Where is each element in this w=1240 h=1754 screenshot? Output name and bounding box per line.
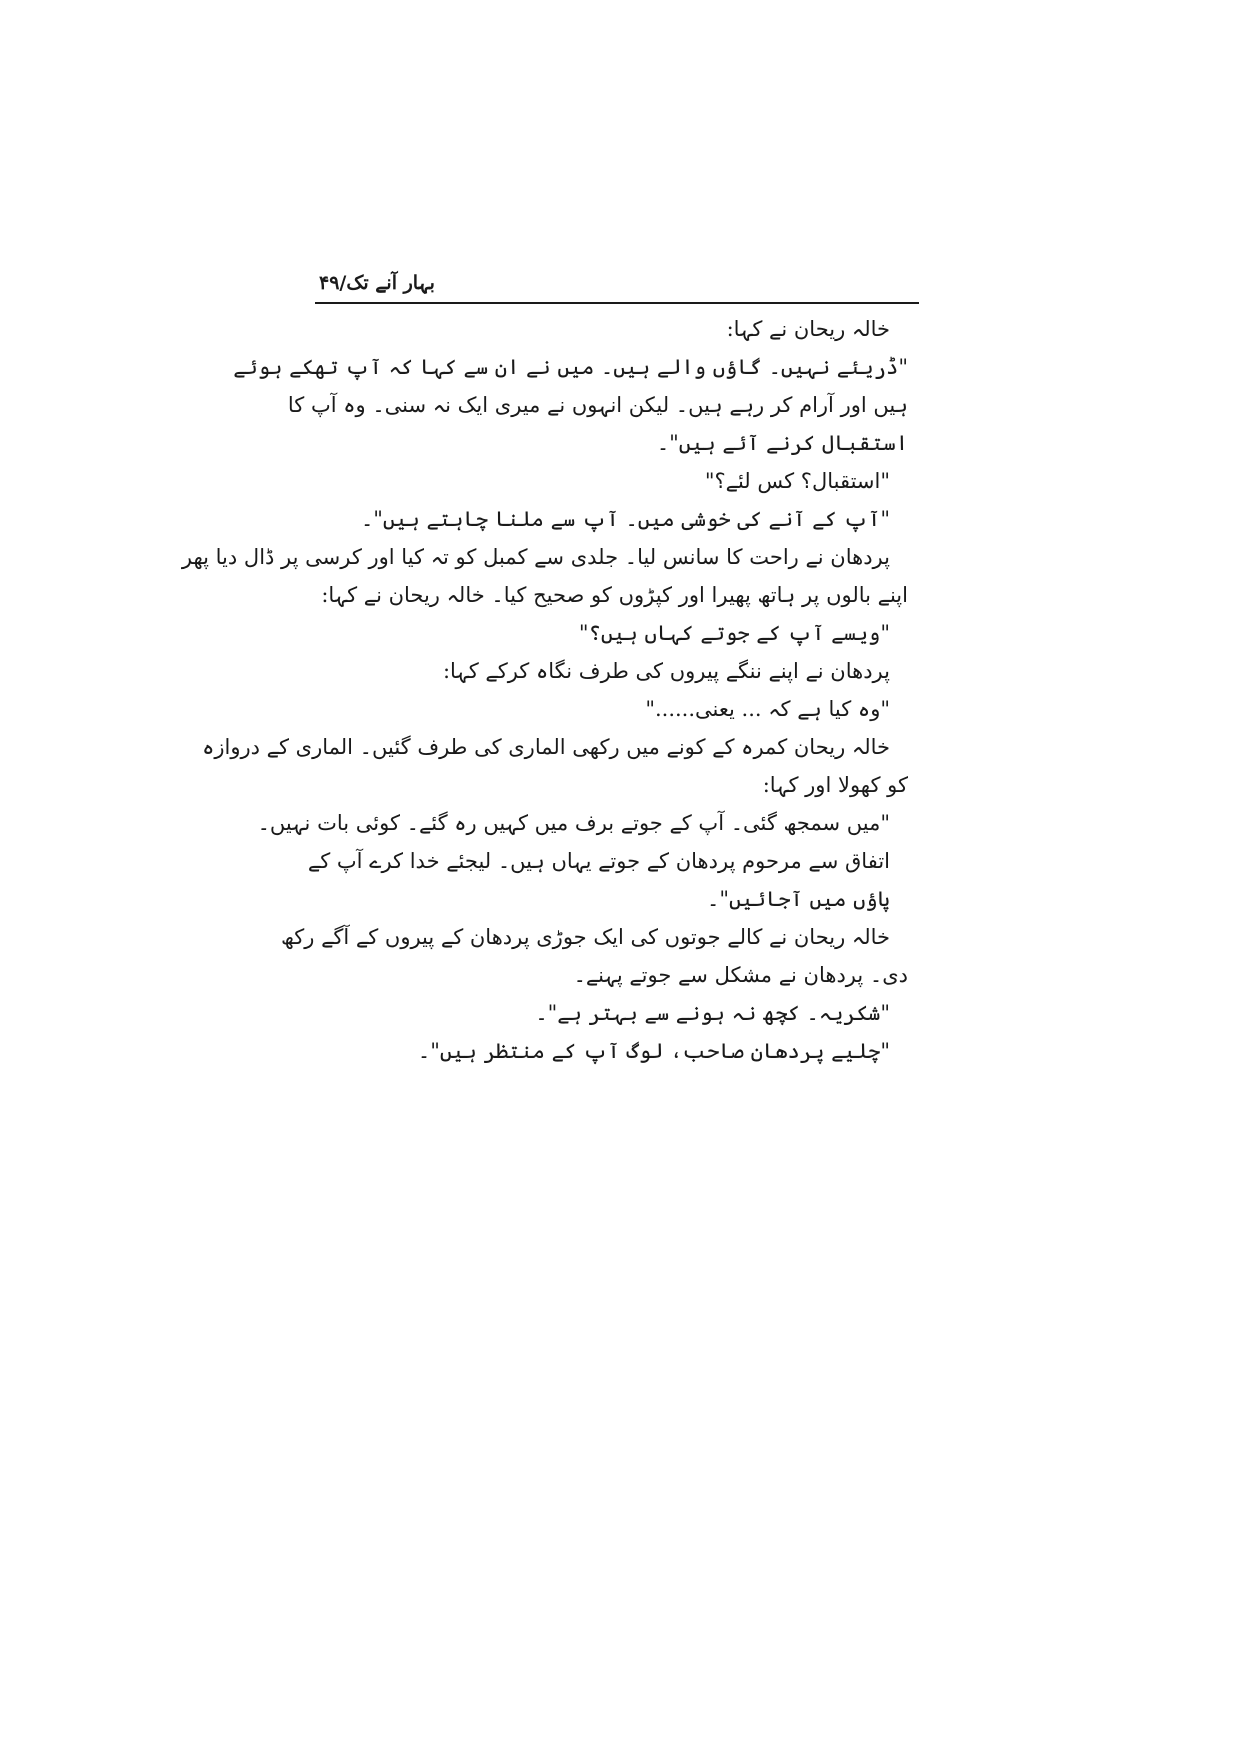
text-line: پردھان نے راحت کا سانس لیا۔ جلدی سے کمبل کو تہ کیا اور کرسی پر ڈال دیا پھر	[181, 545, 890, 569]
text-line: "آپ کے آنے کی خوشی میں۔ آپ سے ملنا چاہتے ہیں"۔	[360, 507, 890, 531]
text-line: ہیں اور آرام کر رہے ہیں۔ لیکن انہوں نے میری ایک نہ سنی۔ وہ آپ کا	[287, 393, 908, 417]
running-header-title: بہار آنے تک/۴۹	[319, 272, 435, 294]
text-line: کو کھولا اور کہا:	[762, 773, 908, 797]
text-line: پردھان نے اپنے ننگے پیروں کی طرف نگاہ کرکے کہا:	[442, 659, 890, 683]
text-line: پاؤں میں آجائیں"۔	[707, 887, 890, 911]
text-line: خالہ ریحان نے کہا:	[726, 317, 890, 341]
text-line: استقبال کرنے آئے ہیں"۔	[656, 431, 908, 455]
text-line: "استقبال؟ کس لئے؟"	[704, 469, 890, 493]
text-line: دی۔ پردھان نے مشکل سے جوتے پہنے۔	[573, 963, 908, 987]
text-line: خالہ ریحان کمرہ کے کونے میں رکھی الماری کی طرف گئیں۔ الماری کے دروازہ	[202, 735, 890, 759]
text-line: "ویسے آپ کے جوتے کہاں ہیں؟"	[578, 621, 890, 645]
text-line: "میں سمجھ گئی۔ آپ کے جوتے برف میں کہیں رہ گئے۔ کوئی بات نہیں۔	[257, 811, 890, 835]
text-line: اتفاق سے مرحوم پردھان کے جوتے یہاں ہیں۔ لیجئے خدا کرے آپ کے	[307, 849, 890, 873]
text-line: اپنے بالوں پر ہاتھ پھیرا اور کپڑوں کو صحیح کیا۔ خالہ ریحان نے کہا:	[321, 583, 908, 607]
text-line: "ڈریئے نہیں۔ گاؤں والے ہیں۔ میں نے ان سے کہا کہ آپ تھکے ہوئے	[233, 355, 908, 379]
text-line: "وہ کیا ہے کہ ... یعنی......"	[645, 697, 890, 721]
body-text	[181, 312, 920, 1112]
text-line: "شکریہ۔ کچھ نہ ہونے سے بہتر ہے"۔	[535, 1001, 890, 1025]
text-line: خالہ ریحان نے کالے جوتوں کی ایک جوڑی پردھان کے پیروں کے آگے رکھ	[281, 925, 890, 949]
text-line: "چلیے پردھان صاحب، لوگ آپ کے منتظر ہیں"۔	[417, 1039, 890, 1063]
page-header	[315, 272, 919, 304]
